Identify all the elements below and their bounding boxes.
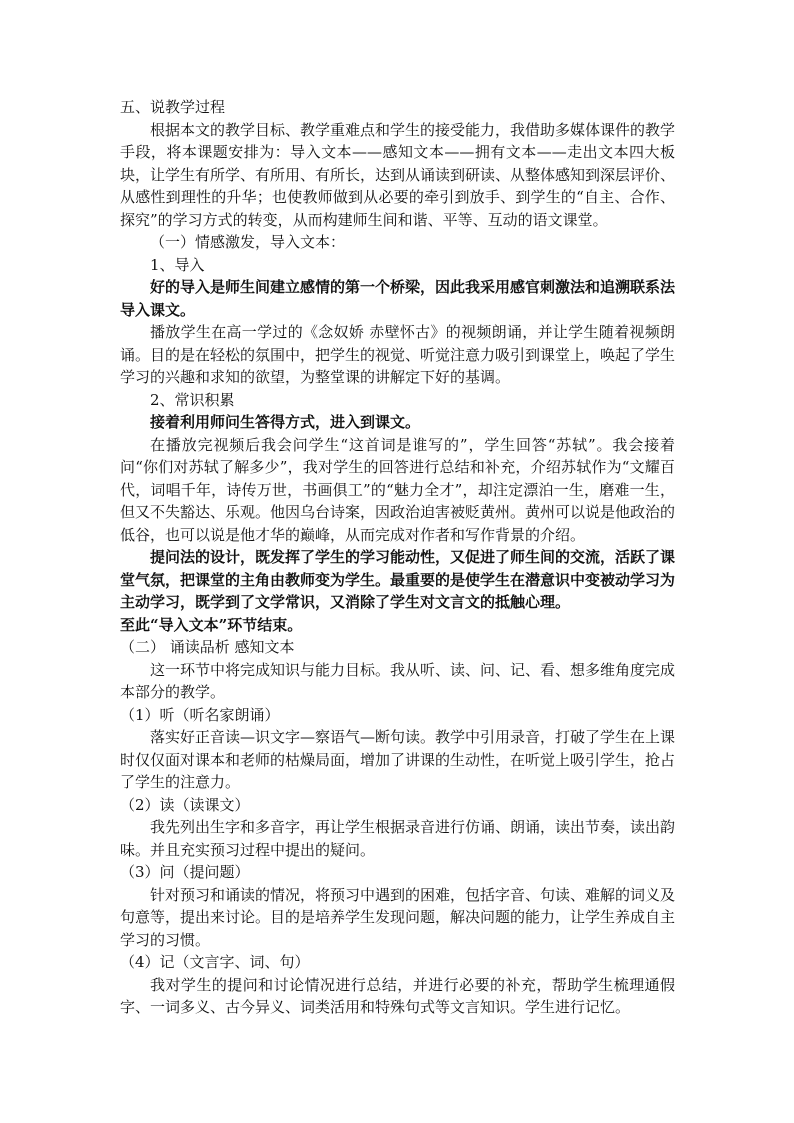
summary-bold-paragraph: 提问法的设计，既发挥了学生的学习能动性，又促进了师生间的交流，活跃了课堂气氛，把课堂的主角由教师变为学生。最重要的是使学生在潜意识中变被动学习为主动学习，既学到了文学常识，又消除了学生对文言文的抵触心理。 <box>120 548 676 611</box>
part2-intro: 这一环节中将完成知识与能力目标。我从听、读、问、记、看、想多维角度完成本部分的教学。 <box>120 660 676 701</box>
section-title: 五、说教学过程 <box>120 98 226 116</box>
item-text: 落实好正音读—识文字—察语气—断句读。教学中引用录音，打破了学生在上课时仅仅面对课本和老师的枯燥局面，增加了讲课的生动性，在听觉上吸引学生，抢占了学生的注意力。 <box>120 728 676 791</box>
step2-bold-paragraph: 接着利用师问生答得方式，进入到课文。 <box>150 413 421 431</box>
item-text: 针对预习和诵读的情况，将预习中遇到的困难，包括字音、句读、难解的词义及句意等，提出来讨论。目的是培养学生发现问题，解决问题的能力，让学生养成自主学习的习惯。 <box>120 885 676 949</box>
item-text: 我对学生的提问和讨论情况进行总结，并进行必要的补充，帮助学生梳理通假字、一词多义、古今异义、词类活用和特殊句式等文言知识。学生进行记忆。 <box>120 975 675 1016</box>
part1-end-line: 至此“导入文本”环节结束。 <box>120 615 303 634</box>
step1-paragraph: 播放学生在高一学过的《念奴娇 赤壁怀古》的视频朗诵，并让学生随着视频朗诵。目的是在轻松的氛围中，把学生的视觉、听觉注意力吸引到课堂上，唤起了学生学习的兴趣和求知的欲望，为整堂课的讲解定下好的基调。 <box>120 323 676 386</box>
step1-bold-paragraph: 好的导入是师生间建立感情的第一个桥梁，因此我采用感官刺激法和追溯联系法导入课文。 <box>120 278 676 319</box>
document-page <box>120 96 675 1019</box>
item-label: （2）读（读课文） <box>120 795 250 814</box>
intro-paragraph: 根据本文的教学目标、教学重难点和学生的接受能力，我借助多媒体课件的教学手段，将本课题安排为：导入文本——感知文本——拥有文本——走出文本四大板块，让学生有所学、有所用、有所长，达到从诵读到研读、从整体感知到深层评价、从感性到理性的升华；也使教师做到从必要的牵引到放手、到学生的“自主、合作、探究”的学习方式的转变，从而构建师生间和谐、平等、互动的语文课堂。 <box>120 120 676 229</box>
part2-heading: （二） 诵读品析 感知文本 <box>120 638 295 656</box>
step1-label: 1、导入 <box>150 255 205 274</box>
step2-label: 2、常识积累 <box>150 390 235 409</box>
item-text: 我先列出生字和多音字，再让学生根据录音进行仿诵、朗诵，读出节奏，读出韵味。并且充实预习过程中提出的疑问。 <box>120 818 676 859</box>
item-label: （1）听（听名家朗诵） <box>120 705 280 724</box>
item-label: （4）记（文言字、词、句） <box>120 953 310 971</box>
step2-paragraph: 在播放完视频后我会问学生“这首词是谁写的”，学生回答“苏轼”。我会接着问“你们对苏轼了解多少”，我对学生的回答进行总结和补充，介绍苏轼作为“文耀百代，词唱千年，诗传万世，书画俱工”的“魅力全才”，却注定漂泊一生，磨难一生，但又不失豁达、乐观。他因乌台诗案，因政治迫害被贬黄州。黄州可以说是他政治的低谷，也可以说是他才华的巅峰，从而完成对作者和写作背景的介绍。 <box>120 435 676 544</box>
item-label: （3）问（提问题） <box>120 863 250 881</box>
part1-heading: （一）情感激发，导入文本： <box>150 233 346 251</box>
